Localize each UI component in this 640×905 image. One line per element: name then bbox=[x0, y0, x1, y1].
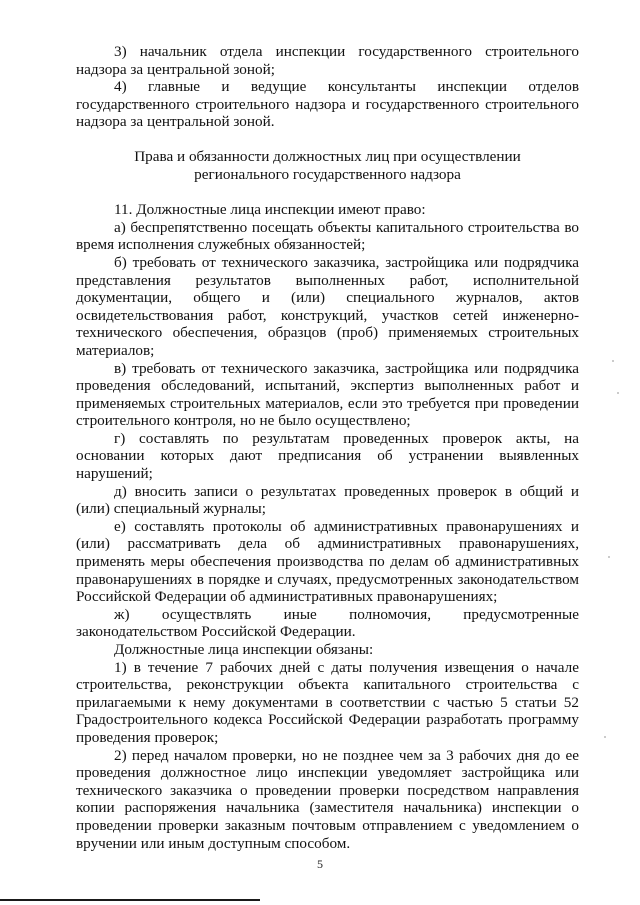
duty-item-2: 2) перед началом проверки, но не позднее чем за 3 рабочих дня до ее проведения должностное лицо инспекции уведомляет застройщика или технического заказчика о проведении проверки посредством направления копии распоряжения начальника (заместителя начальника) инспекции о проведении проверки заказным почтовым отправлением с уведомлением о вручении или иным доступным способом. bbox=[76, 746, 579, 852]
right-item-e: е) составлять протоколы об административных правонарушениях и (или) рассматривать дела об административных правонарушениях, применять меры обеспечения производства по делам об административных правонарушениях в порядке и случаях, предусмотренных законодательством Российской Федерации об административных правонарушениях; bbox=[76, 517, 579, 606]
intro-item-4: 4) главные и ведущие консультанты инспекции отделов государственного строительного надзора и государственного строительного надзора за центральной зоной. bbox=[76, 78, 579, 131]
right-item-v: в) требовать от технического заказчика, застройщика или подрядчика проведения обследований, испытаний, экспертиз выполненных работ и применяемых строительных материалов, если это требуется при проведении строительного контроля, но не было осуществлено; bbox=[76, 359, 579, 430]
scan-speck bbox=[617, 392, 619, 394]
right-item-g: г) составлять по результатам проведенных проверок акты, на основании которых дают предписания об устранении выявленных нарушений; bbox=[76, 429, 579, 483]
document-body bbox=[76, 43, 579, 852]
scan-bottom-edge bbox=[0, 899, 260, 901]
section-heading-line-2: регионального государственного надзора bbox=[194, 166, 461, 184]
rights-intro: 11. Должностные лица инспекции имеют право: bbox=[114, 201, 426, 219]
intro-item-3: 3) начальник отдела инспекции государственного строительного надзора за центральной зоной; bbox=[76, 43, 579, 78]
right-item-zh: ж) осуществлять иные полномочия, предусмотренные законодательством Российской Федерации. bbox=[76, 605, 579, 641]
duties-intro: Должностные лица инспекции обязаны: bbox=[114, 641, 374, 658]
right-item-a: а) беспрепятственно посещать объекты капитального строительства во время исполнения служебных обязанностей; bbox=[76, 218, 579, 254]
right-item-d: д) вносить записи о результатах проведенных проверок в общий и (или) специальный журналы; bbox=[76, 482, 579, 518]
scan-speck bbox=[604, 736, 606, 738]
right-item-b: б) требовать от технического заказчика, застройщика или подрядчика представления результатов выполненных работ, исполнительной документации, общего и (или) специального журналов, актов освидетельствования работ, конструкций, участков сетей инженерно-технического обеспечения, образцов (проб) применяемых строительных материалов; bbox=[76, 253, 579, 359]
section-heading-line-1: Права и обязанности должностных лиц при осуществлении bbox=[134, 148, 521, 166]
scan-speck bbox=[608, 556, 610, 558]
duty-item-1: 1) в течение 7 рабочих дней с даты получения извещения о начале строительства, реконструкции объекта капитального строительства с прилагаемыми к нему документами в соответствии с частью 5 статьи 52 Градостроительного кодекса Российской Федерации разработать программу проведения проверок; bbox=[76, 658, 579, 746]
scan-speck bbox=[612, 360, 614, 362]
page-number: 5 bbox=[317, 857, 323, 871]
